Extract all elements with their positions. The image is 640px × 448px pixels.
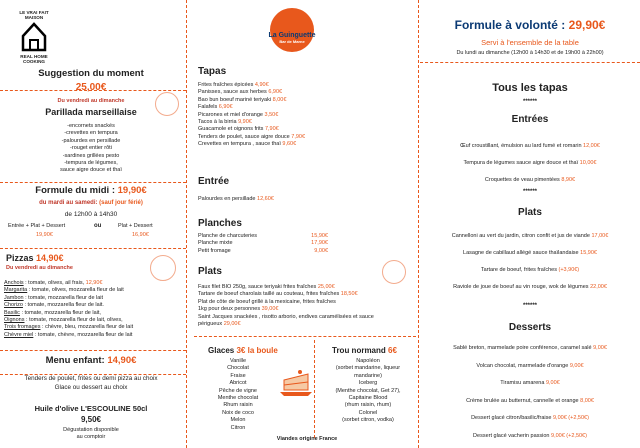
plat-item <box>198 291 422 298</box>
tapas-item <box>198 104 418 111</box>
tapas-name: Falafels <box>198 104 218 111</box>
desserts-title: Desserts <box>508 322 552 333</box>
menu-enfant-line: Tenders de poulet, frites ou demi pizza au choix <box>24 375 158 382</box>
glace-item: Abricot <box>229 380 247 387</box>
plat-price: 25,00€ <box>317 284 335 290</box>
pizzas-title: Pizzas <box>6 253 34 263</box>
formule-midi-days-line <box>0 199 182 207</box>
planches-list <box>198 233 328 255</box>
plat-name: Plat de côte de boeuf grillé à la mexicaine, frites fraîches <box>198 298 336 305</box>
viandes-origine: Viandes origine France <box>276 436 338 442</box>
plat-name: 1kg pour deux personnes <box>198 306 261 313</box>
parillada-item: -encornets snackés <box>67 123 115 129</box>
glaces-title: Glaces <box>208 346 235 355</box>
tapas-name: Bao bun boeuf mariné teriyaki <box>198 96 272 103</box>
tapas-price: 9,60€ <box>282 141 297 148</box>
entrees-title: Entrées <box>511 114 549 125</box>
plat-item <box>198 321 422 328</box>
tapas-price: 8,00€ <box>272 96 287 103</box>
plat-item <box>420 245 640 262</box>
dessert-price: 9,00€ (+2,50€) <box>551 432 587 439</box>
formule-midi-option2: Plat + Dessert <box>118 223 153 229</box>
tapas-item <box>198 97 418 104</box>
entree-price: 12,60€ <box>257 196 274 202</box>
planche-item <box>198 233 328 240</box>
trou-title: Trou normand <box>332 346 386 355</box>
formule-midi-price1: 19,90€ <box>36 232 53 238</box>
formule-midi-or: ou <box>94 223 102 229</box>
guinguette-name: La Guinguette <box>268 32 316 39</box>
dessert-item <box>420 410 640 428</box>
entree-price: 10,00€ <box>579 160 597 166</box>
entrees-list <box>420 138 640 189</box>
parillada-title: Parillada marseillaise <box>45 107 137 117</box>
formule-midi-price2: 16,90€ <box>132 232 149 238</box>
stars-divider: ****** <box>522 303 537 309</box>
plat-price: 15,90€ <box>580 250 597 256</box>
plat-price: (+3,90€) <box>558 267 580 273</box>
pizza-item <box>4 302 182 309</box>
glace-item: Menthe chocolat <box>217 395 259 402</box>
pizza-item <box>4 332 182 339</box>
dessert-item <box>420 358 640 376</box>
formule-midi-option1: Entrée + Plat + Dessert <box>8 223 66 229</box>
tapas-name: Tenders de poulet, sauce aigre douce <box>198 133 290 140</box>
menu-enfant-desc <box>0 374 182 392</box>
dessert-name: Tiramisu amarena <box>500 380 545 386</box>
huile-line: Dégustation disponible <box>63 427 119 433</box>
planche-price: 15,90€ <box>311 233 328 239</box>
stars-divider: ****** <box>522 99 537 105</box>
parillada-item: -sardines grillées pesto <box>62 152 120 159</box>
trou-item: Napoléon <box>356 358 380 364</box>
dessert-item <box>420 375 640 393</box>
dessert-name: Crème brulée au butternut, cannelle et orange <box>466 397 579 404</box>
plat-price: 18,50€ <box>340 291 358 298</box>
tapas-price: 6,90€ <box>268 89 283 96</box>
planche-name: Planche de charcuteries <box>198 233 258 239</box>
dessert-price: 9,00€ <box>569 362 584 369</box>
entree-item <box>198 196 274 203</box>
pizza-price: 12,90€ <box>85 280 103 286</box>
pizza-desc: : tomate, mozzarella fleur de lait, <box>21 309 101 316</box>
pizzas-days: Du vendredi au dimanche <box>6 265 73 271</box>
plat-name: périgueux <box>198 321 223 328</box>
glace-item: Citron <box>230 424 246 431</box>
entree-name: Œuf croustillant, émulsion au lard fumé et romarin <box>460 143 582 149</box>
trou-list <box>320 358 416 425</box>
huile-line: au comptoir <box>76 434 106 441</box>
tapas-item <box>198 112 418 119</box>
plats-title: Plats <box>518 207 542 218</box>
huile-title: Huile d'olive L'ESCOULINE 50cl <box>34 404 148 413</box>
dessert-name: Sablé breton, marmelade poire conférence, caramel salé <box>453 345 592 351</box>
entree-name: Croquettes de veau pimentées <box>484 177 560 183</box>
parillada-item: -palourdes en persillade <box>61 137 121 144</box>
tapas-name: Frites fraîches épicées <box>198 82 254 88</box>
glace-item: Melon <box>230 417 246 424</box>
formule-volonte-title: Formule à volonté : <box>454 18 566 32</box>
pizzas-heading <box>6 253 64 263</box>
stars-divider: ****** <box>522 189 537 195</box>
tapas-price: 4,90€ <box>254 82 269 88</box>
plat-name: Tartare de boeuf charolais taillé au couteau, frites fraîches <box>198 291 340 298</box>
glace-item: Rhum raisin <box>223 402 253 409</box>
formule-midi-title: Formule du midi : <box>35 185 115 196</box>
trou-price: 6€ <box>388 346 397 355</box>
pizza-item <box>4 324 182 331</box>
left-column <box>0 0 182 448</box>
plat-price: 22,00€ <box>590 284 607 290</box>
tapas-list <box>198 82 418 149</box>
center-column <box>192 0 420 448</box>
trou-item: (Menthe chocolat, Get 27), <box>335 387 401 394</box>
plat-item <box>198 306 422 313</box>
entree-item <box>420 155 640 172</box>
suggestion-days: Du vendredi au dimanche <box>57 98 125 104</box>
column-divider-left <box>186 0 187 448</box>
planche-price: 9,00€ <box>314 247 328 254</box>
planche-item <box>198 240 328 247</box>
glaces-heading <box>208 346 278 355</box>
formule-midi-heading <box>0 185 182 196</box>
entree-price: 12,00€ <box>583 143 600 149</box>
trou-item: Capitaine Blood <box>348 395 388 402</box>
trou-item: (sorbet mandarine, liqueur <box>335 365 401 372</box>
pizza-name: Chèvre miel <box>4 331 34 338</box>
tapas-price: 9,90€ <box>238 119 252 126</box>
trou-item: Colonel <box>358 409 378 416</box>
trou-item: Iceberg <box>358 380 378 387</box>
dessert-price: 9,00€ <box>593 345 607 351</box>
glaces-price: 3€ la boule <box>236 346 278 355</box>
glace-item: Noix de coco <box>222 409 254 416</box>
parillada-item: sauce aigre douce et thaï <box>60 167 122 174</box>
plat-name: Lasagne de cabillaud allégé sauce thaïlandaise <box>463 250 579 256</box>
menu-enfant-price: 14,90€ <box>107 355 137 366</box>
glace-item: Pêche de vigne <box>219 387 257 394</box>
pizza-name: Jambon <box>4 294 24 301</box>
plat-item <box>198 299 422 306</box>
tapas-name: Crevettes en tempura , sauce thaï <box>198 141 281 148</box>
parillada-item: -crevettes en tempura <box>64 130 118 137</box>
plat-item <box>198 314 422 321</box>
plats-list <box>198 284 422 328</box>
tapas-title: Tapas <box>198 66 227 77</box>
pizza-desc: : tomate, olives, ail frais, <box>25 280 85 286</box>
dessert-item <box>420 340 640 358</box>
menu-enfant-heading <box>0 355 182 366</box>
pizza-item <box>4 310 182 317</box>
guinguette-sub: Bar de Marne <box>279 39 305 44</box>
glaces-list <box>208 358 268 432</box>
dessert-price: 9,00€ <box>545 380 560 386</box>
pizza-name: Chorizo <box>4 302 23 309</box>
desserts-list <box>420 340 640 445</box>
pizza-desc: : tomate, olives, mozzarella fleur de lait <box>28 287 124 294</box>
tapas-price: 3,50€ <box>264 111 279 118</box>
plat-item <box>198 284 422 291</box>
planche-name: Planche mixte <box>198 240 233 247</box>
formule-midi-price: 19,90€ <box>117 185 147 196</box>
formule-midi-exception: (sauf jour férié) <box>99 200 143 206</box>
logo-text-top: LE VRAI FAIT MAISON <box>19 10 49 20</box>
pizza-name: Oignons <box>4 317 25 324</box>
plat-name: Cannelloni au vert du jardin, citron confit et jus de viande <box>451 233 590 239</box>
dessert-price: 8,00€ <box>580 397 594 404</box>
tapas-item <box>198 89 418 96</box>
planche-price: 17,90€ <box>311 240 328 247</box>
plats-title: Plats <box>198 266 222 277</box>
pizza-name: Margarita <box>4 287 28 294</box>
entree-title: Entrée <box>198 176 230 187</box>
tapas-item <box>198 119 418 126</box>
dessert-name: Volcan chocolat, marmelade d'orange <box>476 362 569 369</box>
dessert-item <box>420 428 640 446</box>
tous-tapas-title: Tous les tapas <box>492 82 568 94</box>
trou-item: (rhum raisin, rhum) <box>344 402 392 409</box>
tapas-item <box>198 82 418 89</box>
tapas-item <box>198 141 418 148</box>
parillada-item: -rouget entier rôti <box>70 145 112 152</box>
formule-volonte-hours: Du lundi au dimanche (12h00 à 14h30 et de 19h00 à 22h00) <box>456 50 604 56</box>
parillada-list <box>0 123 182 175</box>
parillada-item: -tempura de légumes, <box>64 160 118 167</box>
plat-price: 17,00€ <box>591 233 609 239</box>
pizza-name: Trois fromages <box>4 324 41 331</box>
trou-item: mandarine) <box>354 372 382 379</box>
plat-item <box>420 262 640 279</box>
plat-name: Raviole de joue de boeuf au vin rouge, wok de légumes <box>453 284 589 290</box>
entree-price: 8,90€ <box>561 177 576 183</box>
trou-item: (sorbet citron, vodka) <box>342 417 394 424</box>
entree-name: Palourdes en persillade <box>198 196 256 202</box>
menu-enfant-title: Menu enfant: <box>45 355 105 366</box>
entree-name: Tempura de légumes sauce aigre douce et thaï <box>463 160 579 166</box>
pizza-item <box>4 295 182 302</box>
huile-price: 9,50€ <box>80 415 102 424</box>
tapas-item <box>198 134 418 141</box>
pizza-item <box>4 287 182 294</box>
glace-item: Fraise <box>230 372 246 379</box>
plats-list <box>420 228 640 296</box>
pizza-desc: : tomate, mozzarella fleur de lait. <box>24 302 104 309</box>
pizza-item <box>4 317 182 324</box>
plat-name: Tartare de boeuf, frites fraîches <box>480 267 557 273</box>
suggestion-title: Suggestion du moment <box>38 68 144 79</box>
pizzas-price: 14,90€ <box>36 253 64 263</box>
tapas-name: Guacamole et oignons frits <box>198 126 264 133</box>
glace-item: Chocolat <box>227 365 249 372</box>
formule-midi-hours: de 12h00 à 14h30 <box>64 211 118 218</box>
plat-name: Faux filet BIO 250g, sauce teriyaki frites fraîches <box>198 284 317 290</box>
huile-desc <box>0 427 182 442</box>
plat-name: Saint Jacques snackées , risotto arborio, endives caramélisées et sauce <box>198 313 374 320</box>
dessert-item <box>420 393 640 411</box>
planche-name: Petit fromage <box>198 247 231 254</box>
trou-heading <box>332 346 397 355</box>
formule-volonte-heading <box>420 18 640 32</box>
logo-text-bottom: REAL HOME COOKING <box>20 54 48 64</box>
pizza-item <box>4 280 182 287</box>
pizza-desc: : tomate, mozzarella fleur de lait, olives, <box>26 317 123 324</box>
formule-midi-days: du mardi au samedi: <box>39 200 98 206</box>
pizza-name: Anchois <box>4 280 24 286</box>
plat-item <box>420 279 640 296</box>
plat-price: 39,00€ <box>261 306 279 313</box>
tapas-name: Tacos à la birria <box>198 119 237 126</box>
dessert-name: Dessert glacé citron/basilic/fraise <box>471 415 552 421</box>
formule-volonte-sub: Servi à l'ensemble de la table <box>481 38 579 47</box>
pizza-name: Basilic <box>4 309 20 316</box>
pizza-desc: : chèvre, bleu, mozzarella fleur de lait <box>42 324 134 331</box>
plat-item <box>420 228 640 245</box>
entree-item <box>420 172 640 189</box>
suggestion-price: 25,00€ <box>75 82 107 93</box>
pizza-desc: : tomate, mozzarella fleur de lait <box>25 294 104 301</box>
pizza-desc: : tomate, chèvre, mozzarella fleur de lait <box>34 331 133 338</box>
plat-price: 29,00€ <box>223 321 241 328</box>
tapas-price: 7,90€ <box>291 133 306 140</box>
dessert-name: Dessert glacé vacherin passion <box>473 432 550 439</box>
right-column <box>420 0 640 448</box>
pizzas-list <box>4 280 182 339</box>
cake-illustration-icon <box>278 366 314 398</box>
dessert-price: 9,00€ (+2,50€) <box>553 415 589 421</box>
logo-vrai-fait-maison <box>5 6 63 64</box>
glace-item: Vanille <box>229 358 247 364</box>
tapas-item <box>198 126 418 133</box>
planche-item <box>198 248 328 255</box>
formule-volonte-price: 29,90€ <box>568 18 606 32</box>
tapas-name: Picarones et miel d'orange <box>198 111 263 118</box>
tapas-price: 6,90€ <box>218 104 233 111</box>
planches-title: Planches <box>198 218 242 229</box>
tapas-name: Panisses, sauce aux herbes <box>198 89 267 96</box>
tapas-price: 7,90€ <box>264 126 279 133</box>
entree-item <box>420 138 640 155</box>
menu-enfant-line: Glace ou dessert au choix <box>54 384 128 391</box>
